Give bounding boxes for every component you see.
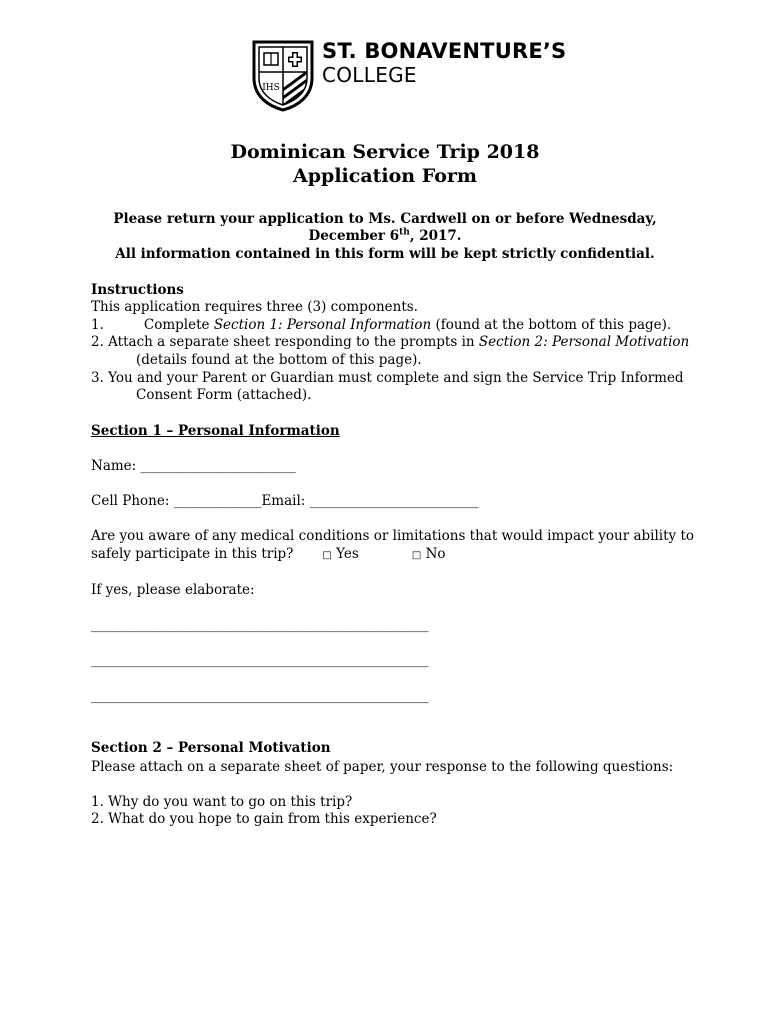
form-subtitle: Application Form (293, 165, 477, 187)
no-label: No (425, 546, 446, 562)
college-header (252, 40, 566, 112)
medical-question-line1: Are you aware of any medical conditions or limitations that would impact your ability to (91, 528, 694, 544)
elaborate-label: If yes, please elaborate: (91, 582, 255, 598)
section2-heading: Section 2 – Personal Motivation (91, 740, 331, 756)
college-name-line1: ST. BONAVENTURE’S (322, 39, 567, 63)
return-notice-line1: Please return your application to Ms. Cardwell on or before Wednesday, (113, 211, 657, 227)
cell-phone-label: Cell Phone: (91, 493, 174, 509)
elaborate-line-3[interactable]: __________________________________________________ (91, 688, 429, 704)
instructions-heading: Instructions (91, 282, 184, 298)
return-date-prefix: December 6 (308, 228, 400, 244)
instruction-item-2 (91, 334, 689, 351)
elaborate-line-1[interactable]: __________________________________________________ (91, 617, 429, 633)
yes-label: Yes (336, 546, 359, 562)
confidential-notice: All information contained in this form will be kept strictly confidential. (115, 246, 655, 262)
instruction-item-2-italic: Section 2: Personal Motivation (478, 334, 690, 350)
no-checkbox[interactable]: □ (411, 550, 422, 561)
college-crest-icon (252, 40, 314, 112)
return-notice-line2 (0, 228, 770, 245)
name-label: Name: (91, 458, 141, 474)
instruction-item-1-post: (found at the bottom of this page). (431, 317, 672, 333)
medical-question-line2 (91, 546, 446, 564)
return-date-sup: th (399, 227, 410, 238)
form-title: Dominican Service Trip 2018 (230, 141, 540, 163)
section1-heading: Section 1 – Personal Information (91, 423, 340, 439)
cell-phone-field[interactable]: _____________ (173, 493, 262, 509)
elaborate-line-2[interactable]: __________________________________________________ (91, 652, 429, 668)
contact-row (91, 493, 478, 510)
yes-checkbox[interactable]: □ (322, 550, 332, 561)
crest-ihs-text: IHS (262, 83, 280, 93)
college-name-line2: COLLEGE (322, 63, 417, 87)
instruction-item-2-pre: 2. Attach a separate sheet responding to the prompts in (91, 334, 479, 350)
instruction-item-3: 3. You and your Parent or Guardian must complete and sign the Service Trip Informed (91, 370, 684, 386)
section2-intro: Please attach on a separate sheet of paper, your response to the following questions: (91, 759, 674, 775)
email-field[interactable]: _________________________ (309, 493, 479, 509)
instruction-item-3-cont: Consent Form (attached). (136, 387, 312, 403)
section2-question-2: 2. What do you hope to gain from this experience? (91, 811, 437, 827)
medical-question-text: safely participate in this trip? (91, 546, 294, 562)
instructions-intro: This application requires three (3) components. (91, 299, 418, 315)
instruction-item-1 (91, 317, 671, 334)
name-row (91, 458, 296, 475)
section2-question-1: 1. Why do you want to go on this trip? (91, 794, 353, 810)
email-label: Email: (261, 493, 310, 509)
return-date-suffix: , 2017. (409, 228, 462, 244)
instruction-item-1-italic: Section 1: Personal Information (213, 317, 432, 333)
instruction-item-1-pre: Complete (143, 317, 214, 333)
instruction-item-2-cont: (details found at the bottom of this page). (136, 352, 422, 368)
name-field[interactable]: _______________________ (140, 458, 296, 474)
instruction-item-1-num: 1. (91, 317, 104, 333)
college-name (322, 41, 566, 85)
